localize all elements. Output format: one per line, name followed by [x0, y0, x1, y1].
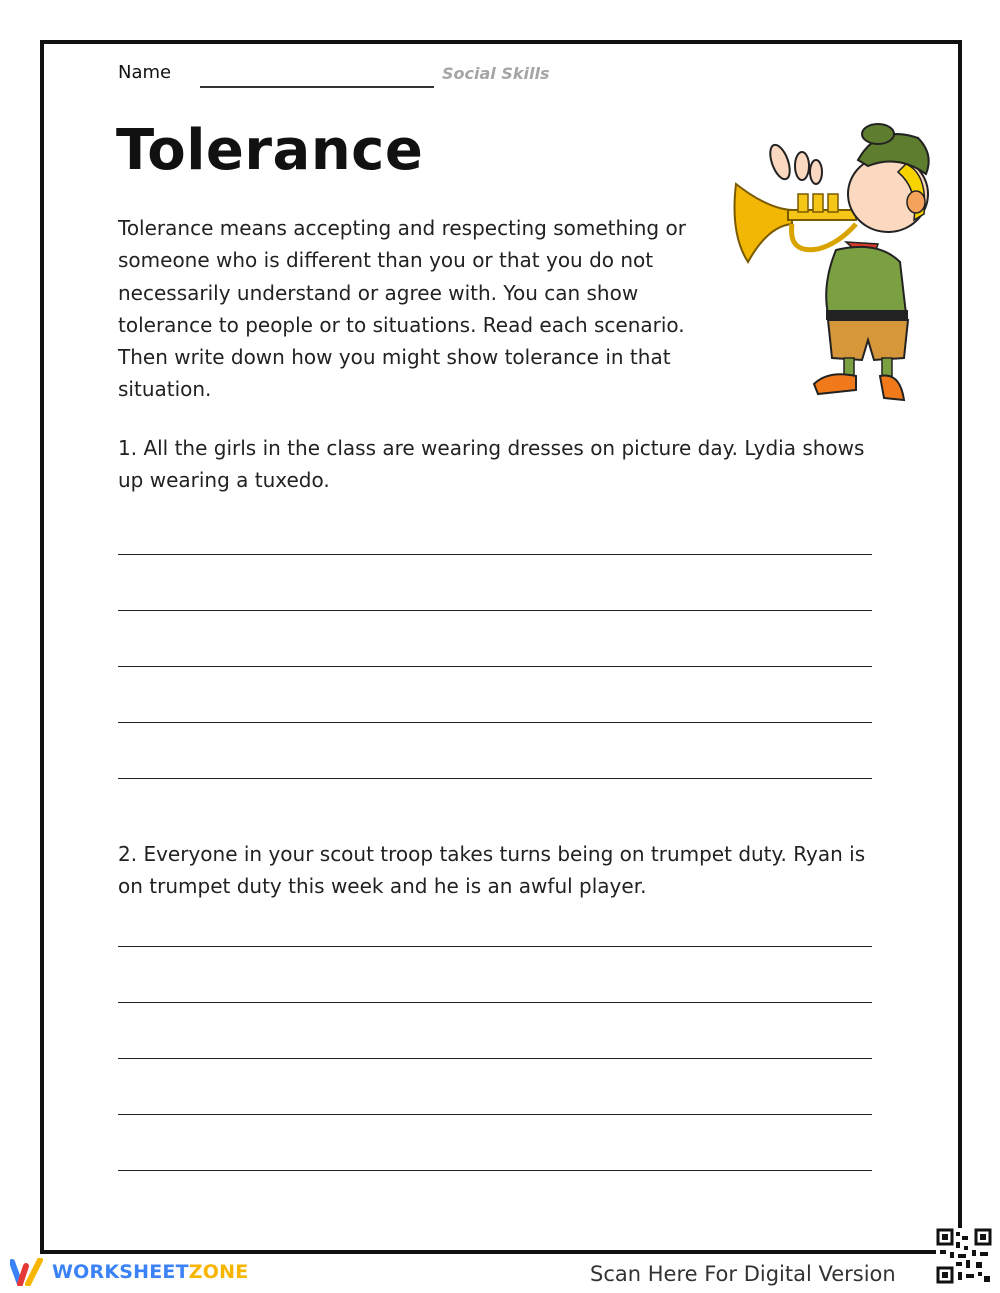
subject-label: Social Skills	[442, 64, 550, 83]
answer-line-q2-2[interactable]	[118, 1002, 872, 1003]
scan-digital-version-text: Scan Here For Digital Version	[590, 1262, 896, 1286]
answer-line-q2-1[interactable]	[118, 946, 872, 947]
answer-line-q1-3[interactable]	[118, 666, 872, 667]
qr-code-graphic	[936, 1228, 992, 1284]
brand-name-part2: ZONE	[188, 1261, 249, 1283]
answer-line-q1-5[interactable]	[118, 778, 872, 779]
page-title: Tolerance	[116, 118, 424, 183]
answer-line-q1-1[interactable]	[118, 554, 872, 555]
answer-line-q1-2[interactable]	[118, 610, 872, 611]
question-1: 1. All the girls in the class are wearing dresses on picture day. Lydia shows up wearing a tuxedo.	[118, 436, 865, 492]
answer-line-q2-3[interactable]	[118, 1058, 872, 1059]
qr-code-icon[interactable]	[936, 1228, 992, 1284]
answer-line-q2-4[interactable]	[118, 1114, 872, 1115]
worksheetzone-w-icon	[10, 1258, 46, 1286]
answer-line-q1-4[interactable]	[118, 722, 872, 723]
brand-name-part1: WORKSHEET	[52, 1261, 189, 1283]
intro-text: Tolerance means accepting and respecting something or someone who is different than you or that you do not necessarily understand or agree with. You can show tolerance to people or to situations. Read each scenario. Then write down how you might show tolerance in that situation.	[118, 216, 686, 402]
answer-line-q2-5[interactable]	[118, 1170, 872, 1171]
scout-trumpet-illustration	[728, 114, 934, 404]
name-label: Name	[118, 62, 172, 83]
name-input-line[interactable]	[200, 86, 434, 88]
question-2: 2. Everyone in your scout troop takes turns being on trumpet duty. Ryan is on trumpet duty this week and he is an awful player.	[118, 842, 866, 898]
scout-playing-trumpet-icon	[728, 114, 934, 404]
worksheetzone-logo[interactable]	[10, 1258, 248, 1286]
